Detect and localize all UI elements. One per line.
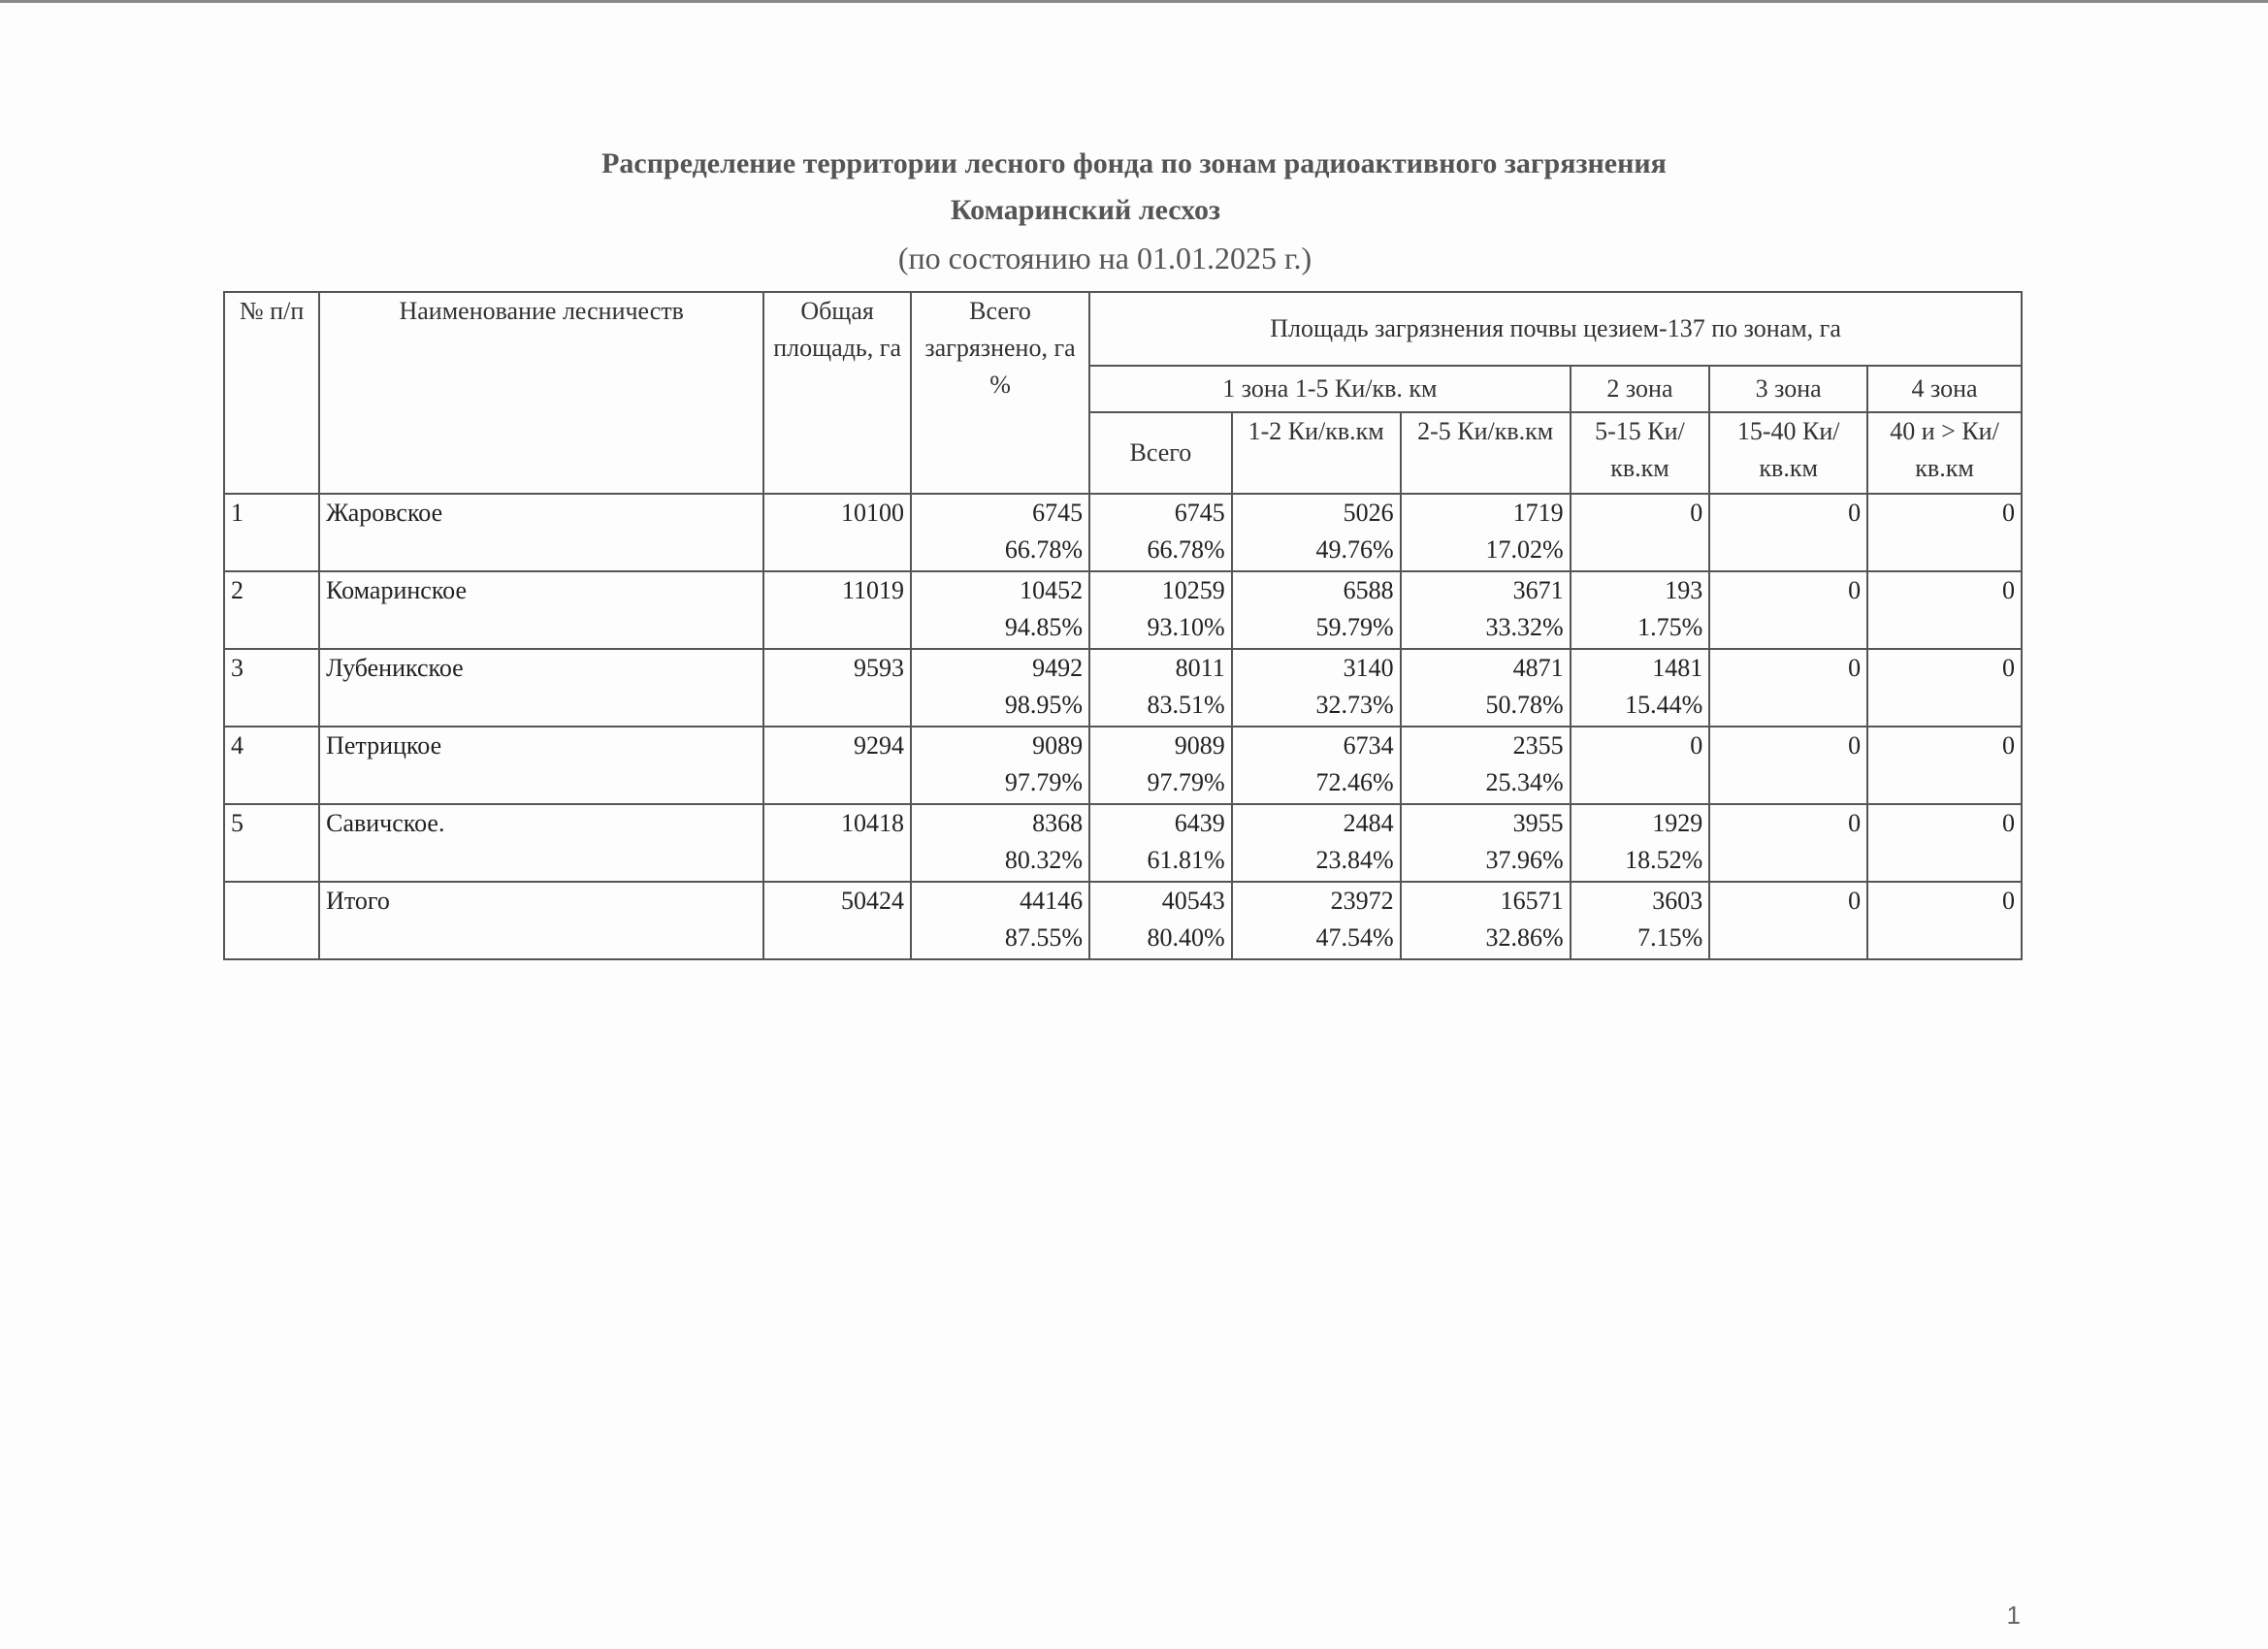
cell-zone2-value: 0 — [1690, 731, 1703, 760]
cell-num-value: 2 — [231, 576, 243, 604]
cell-num-value: 5 — [231, 809, 243, 837]
cell-zone1-1-2-percent: 32.73% — [1315, 691, 1394, 719]
cell-zone1-2-5-value: 1719 — [1512, 499, 1564, 527]
cell-forestry-name — [319, 494, 763, 571]
cell-forestry-name — [319, 804, 763, 882]
cell-total-area-value: 50424 — [840, 887, 904, 915]
cell-total-area-value: 10100 — [840, 499, 904, 527]
cell-zone3 — [1709, 727, 1867, 804]
cell-zone1-1-2 — [1232, 494, 1401, 571]
cell-total-area — [763, 571, 911, 649]
cell-total-area-value: 10418 — [840, 809, 904, 837]
cell-zone2 — [1571, 571, 1710, 649]
table-row — [224, 571, 2022, 649]
header-zone-group: Площадь загрязнения почвы цезием-137 по зонам, га — [1089, 292, 2022, 366]
cell-zone1-1-2-value: 3140 — [1343, 654, 1394, 682]
cell-contaminated — [911, 727, 1089, 804]
cell-zone3-value: 0 — [1848, 654, 1862, 682]
cell-num — [224, 727, 319, 804]
cell-zone2-percent: 18.52% — [1625, 846, 1703, 874]
cell-zone2-percent: 7.15% — [1637, 923, 1703, 952]
cell-total-area-value: 9294 — [853, 731, 904, 760]
cell-zone2-value: 193 — [1665, 576, 1703, 604]
header-zone3: 3 зона — [1709, 366, 1867, 412]
cell-contaminated-percent: 97.79% — [1004, 768, 1084, 796]
cell-zone1-all-percent: 93.10% — [1147, 613, 1225, 641]
cell-forestry-name-value: Лубеникское — [326, 654, 464, 682]
cell-zone1-all-value: 6745 — [1174, 499, 1225, 527]
cell-zone1-all-percent: 83.51% — [1147, 691, 1225, 719]
document-subtitle: Комаринский лесхоз — [950, 194, 1221, 226]
header-zone1: 1 зона 1-5 Ки/кв. км — [1089, 366, 1571, 412]
cell-zone1-all — [1089, 727, 1232, 804]
cell-zone1-1-2-percent: 49.76% — [1315, 535, 1394, 564]
header-zone3-range: 15-40 Ки/кв.км — [1709, 412, 1867, 494]
cell-zone2 — [1571, 649, 1710, 727]
cell-contaminated — [911, 494, 1089, 571]
cell-zone1-all — [1089, 882, 1232, 959]
cell-zone3 — [1709, 804, 1867, 882]
document-title: Распределение территории лесного фонда по зонам радиоактивного загрязнения — [601, 147, 1667, 179]
cell-zone1-2-5-percent: 25.34% — [1485, 768, 1564, 796]
cell-num — [224, 571, 319, 649]
cell-contaminated-percent: 66.78% — [1004, 535, 1084, 564]
cell-forestry-name-value: Петрицкое — [326, 731, 442, 760]
header-name: Наименование лесничеств — [319, 292, 763, 494]
cell-zone4-value: 0 — [2002, 809, 2015, 837]
cell-zone3-value: 0 — [1848, 887, 1862, 915]
cell-zone1-2-5-value: 3671 — [1512, 576, 1564, 604]
table-row — [224, 804, 2022, 882]
cell-forestry-name — [319, 571, 763, 649]
cell-total-area — [763, 727, 911, 804]
cell-contaminated-value: 9089 — [1032, 731, 1084, 760]
cell-zone1-all-percent: 61.81% — [1147, 846, 1225, 874]
cell-zone4-value: 0 — [2002, 499, 2015, 527]
cell-zone3-value: 0 — [1848, 499, 1862, 527]
cell-zone1-all-value: 40543 — [1161, 887, 1225, 915]
cell-zone2 — [1571, 804, 1710, 882]
header-zone4-range: 40 и > Ки/кв.км — [1867, 412, 2022, 494]
cell-zone1-1-2 — [1232, 727, 1401, 804]
cell-zone1-1-2-value: 2484 — [1343, 809, 1394, 837]
header-zone2-range: 5-15 Ки/кв.км — [1571, 412, 1710, 494]
cell-zone1-2-5-percent: 50.78% — [1485, 691, 1564, 719]
cell-zone1-2-5-value: 4871 — [1512, 654, 1564, 682]
header-zone1-2-5: 2-5 Ки/кв.км — [1401, 412, 1571, 494]
cell-total-area — [763, 649, 911, 727]
cell-forestry-name — [319, 727, 763, 804]
table-row — [224, 882, 2022, 959]
cell-total-area-value: 9593 — [853, 654, 904, 682]
cell-forestry-name-value: Жаровское — [326, 499, 443, 527]
cell-contaminated-percent: 87.55% — [1004, 923, 1084, 952]
cell-zone1-2-5 — [1401, 882, 1571, 959]
cell-zone2-percent: 1.75% — [1637, 613, 1703, 641]
cell-zone1-1-2-value: 6588 — [1343, 576, 1394, 604]
header-zone1-all: Всего — [1089, 412, 1232, 494]
cell-zone1-all-value: 6439 — [1174, 809, 1225, 837]
cell-zone1-1-2 — [1232, 882, 1401, 959]
cell-zone2-value: 0 — [1690, 499, 1703, 527]
cell-zone1-2-5-value: 16571 — [1500, 887, 1564, 915]
cell-zone1-2-5-percent: 33.32% — [1485, 613, 1564, 641]
cell-num-value: 1 — [231, 499, 243, 527]
cell-zone4 — [1867, 882, 2022, 959]
cell-num — [224, 882, 319, 959]
cell-zone1-1-2-percent: 47.54% — [1315, 923, 1394, 952]
header-total-area: Общая площадь, га — [763, 292, 911, 494]
cell-zone1-1-2 — [1232, 649, 1401, 727]
cell-zone1-all-percent: 80.40% — [1147, 923, 1225, 952]
cell-zone1-1-2-value: 5026 — [1343, 499, 1394, 527]
cell-zone1-2-5-percent: 37.96% — [1485, 846, 1564, 874]
scan-edge — [0, 0, 2268, 3]
cell-zone4 — [1867, 494, 2022, 571]
cell-zone1-all-percent: 97.79% — [1147, 768, 1225, 796]
cell-zone3 — [1709, 649, 1867, 727]
cell-zone2-value: 1929 — [1652, 809, 1703, 837]
cell-forestry-name-value: Комаринское — [326, 576, 468, 604]
cell-zone1-all — [1089, 804, 1232, 882]
cell-contaminated-value: 8368 — [1032, 809, 1084, 837]
cell-zone1-all — [1089, 649, 1232, 727]
cell-zone1-1-2-value: 23972 — [1330, 887, 1394, 915]
cell-contaminated-value: 9492 — [1032, 654, 1084, 682]
cell-contaminated-percent: 94.85% — [1004, 613, 1084, 641]
cell-zone3-value: 0 — [1848, 576, 1862, 604]
table-row — [224, 649, 2022, 727]
cell-num-value: 4 — [231, 731, 243, 760]
cell-contaminated-value: 44146 — [1020, 887, 1084, 915]
cell-contaminated — [911, 882, 1089, 959]
header-num: № п/п — [224, 292, 319, 494]
cell-total-area — [763, 804, 911, 882]
cell-total-area-value: 11019 — [841, 576, 904, 604]
cell-zone1-1-2 — [1232, 571, 1401, 649]
cell-zone3 — [1709, 494, 1867, 571]
cell-zone2-value: 1481 — [1652, 654, 1703, 682]
cell-zone2 — [1571, 494, 1710, 571]
cell-zone1-1-2-percent: 59.79% — [1315, 613, 1394, 641]
document-date: (по состоянию на 01.01.2025 г.) — [897, 241, 1312, 275]
cell-zone3-value: 0 — [1848, 731, 1862, 760]
cell-zone4 — [1867, 804, 2022, 882]
cell-contaminated-value: 6745 — [1032, 499, 1084, 527]
cell-forestry-name — [319, 882, 763, 959]
cell-zone3 — [1709, 571, 1867, 649]
table-body — [224, 494, 2022, 959]
cell-contaminated-percent: 98.95% — [1004, 691, 1084, 719]
cell-num — [224, 494, 319, 571]
cell-zone2-percent: 15.44% — [1625, 691, 1703, 719]
header-zone1-1-2: 1-2 Ки/кв.км — [1232, 412, 1401, 494]
cell-zone1-all-percent: 66.78% — [1147, 535, 1225, 564]
cell-zone4 — [1867, 649, 2022, 727]
cell-contaminated — [911, 804, 1089, 882]
cell-contaminated — [911, 571, 1089, 649]
cell-zone1-2-5-percent: 17.02% — [1485, 535, 1564, 564]
cell-zone1-2-5 — [1401, 649, 1571, 727]
cell-zone1-all — [1089, 494, 1232, 571]
cell-zone1-1-2-value: 6734 — [1343, 731, 1394, 760]
cell-zone4 — [1867, 727, 2022, 804]
header-total-contaminated: Всего загрязнено, га % — [911, 292, 1089, 494]
cell-zone1-2-5 — [1401, 571, 1571, 649]
cell-zone1-all-value: 8011 — [1175, 654, 1225, 682]
cell-zone2 — [1571, 727, 1710, 804]
cell-zone1-all-value: 9089 — [1174, 731, 1225, 760]
cell-zone1-2-5 — [1401, 494, 1571, 571]
cell-num — [224, 804, 319, 882]
cell-zone1-2-5-percent: 32.86% — [1485, 923, 1564, 952]
cell-zone1-2-5 — [1401, 727, 1571, 804]
cell-zone3 — [1709, 882, 1867, 959]
cell-num-value: 3 — [231, 654, 243, 682]
cell-zone1-2-5-value: 3955 — [1512, 809, 1564, 837]
cell-zone2-value: 3603 — [1652, 887, 1703, 915]
cell-zone2 — [1571, 882, 1710, 959]
cell-contaminated-value: 10452 — [1020, 576, 1084, 604]
cell-forestry-name-value: Савичское. — [326, 809, 445, 837]
page-number: 1 — [2006, 1600, 2021, 1630]
cell-zone1-all — [1089, 571, 1232, 649]
cell-zone4-value: 0 — [2002, 887, 2015, 915]
header-zone4: 4 зона — [1867, 366, 2022, 412]
header-zone2: 2 зона — [1571, 366, 1710, 412]
cell-zone4-value: 0 — [2002, 731, 2015, 760]
cell-contaminated-percent: 80.32% — [1004, 846, 1084, 874]
cell-zone3-value: 0 — [1848, 809, 1862, 837]
cell-zone4-value: 0 — [2002, 576, 2015, 604]
cell-zone1-all-value: 10259 — [1161, 576, 1225, 604]
cell-forestry-name-value: Итого — [326, 887, 390, 915]
table-header — [224, 292, 2022, 494]
contamination-table — [223, 291, 2023, 960]
cell-zone1-1-2-percent: 72.46% — [1315, 768, 1394, 796]
cell-zone1-2-5 — [1401, 804, 1571, 882]
cell-zone1-1-2 — [1232, 804, 1401, 882]
cell-zone1-1-2-percent: 23.84% — [1315, 846, 1394, 874]
table-row — [224, 494, 2022, 571]
cell-zone4 — [1867, 571, 2022, 649]
cell-zone4-value: 0 — [2002, 654, 2015, 682]
cell-num — [224, 649, 319, 727]
cell-zone1-2-5-value: 2355 — [1512, 731, 1564, 760]
cell-contaminated — [911, 649, 1089, 727]
cell-forestry-name — [319, 649, 763, 727]
cell-total-area — [763, 494, 911, 571]
table-row — [224, 727, 2022, 804]
cell-total-area — [763, 882, 911, 959]
